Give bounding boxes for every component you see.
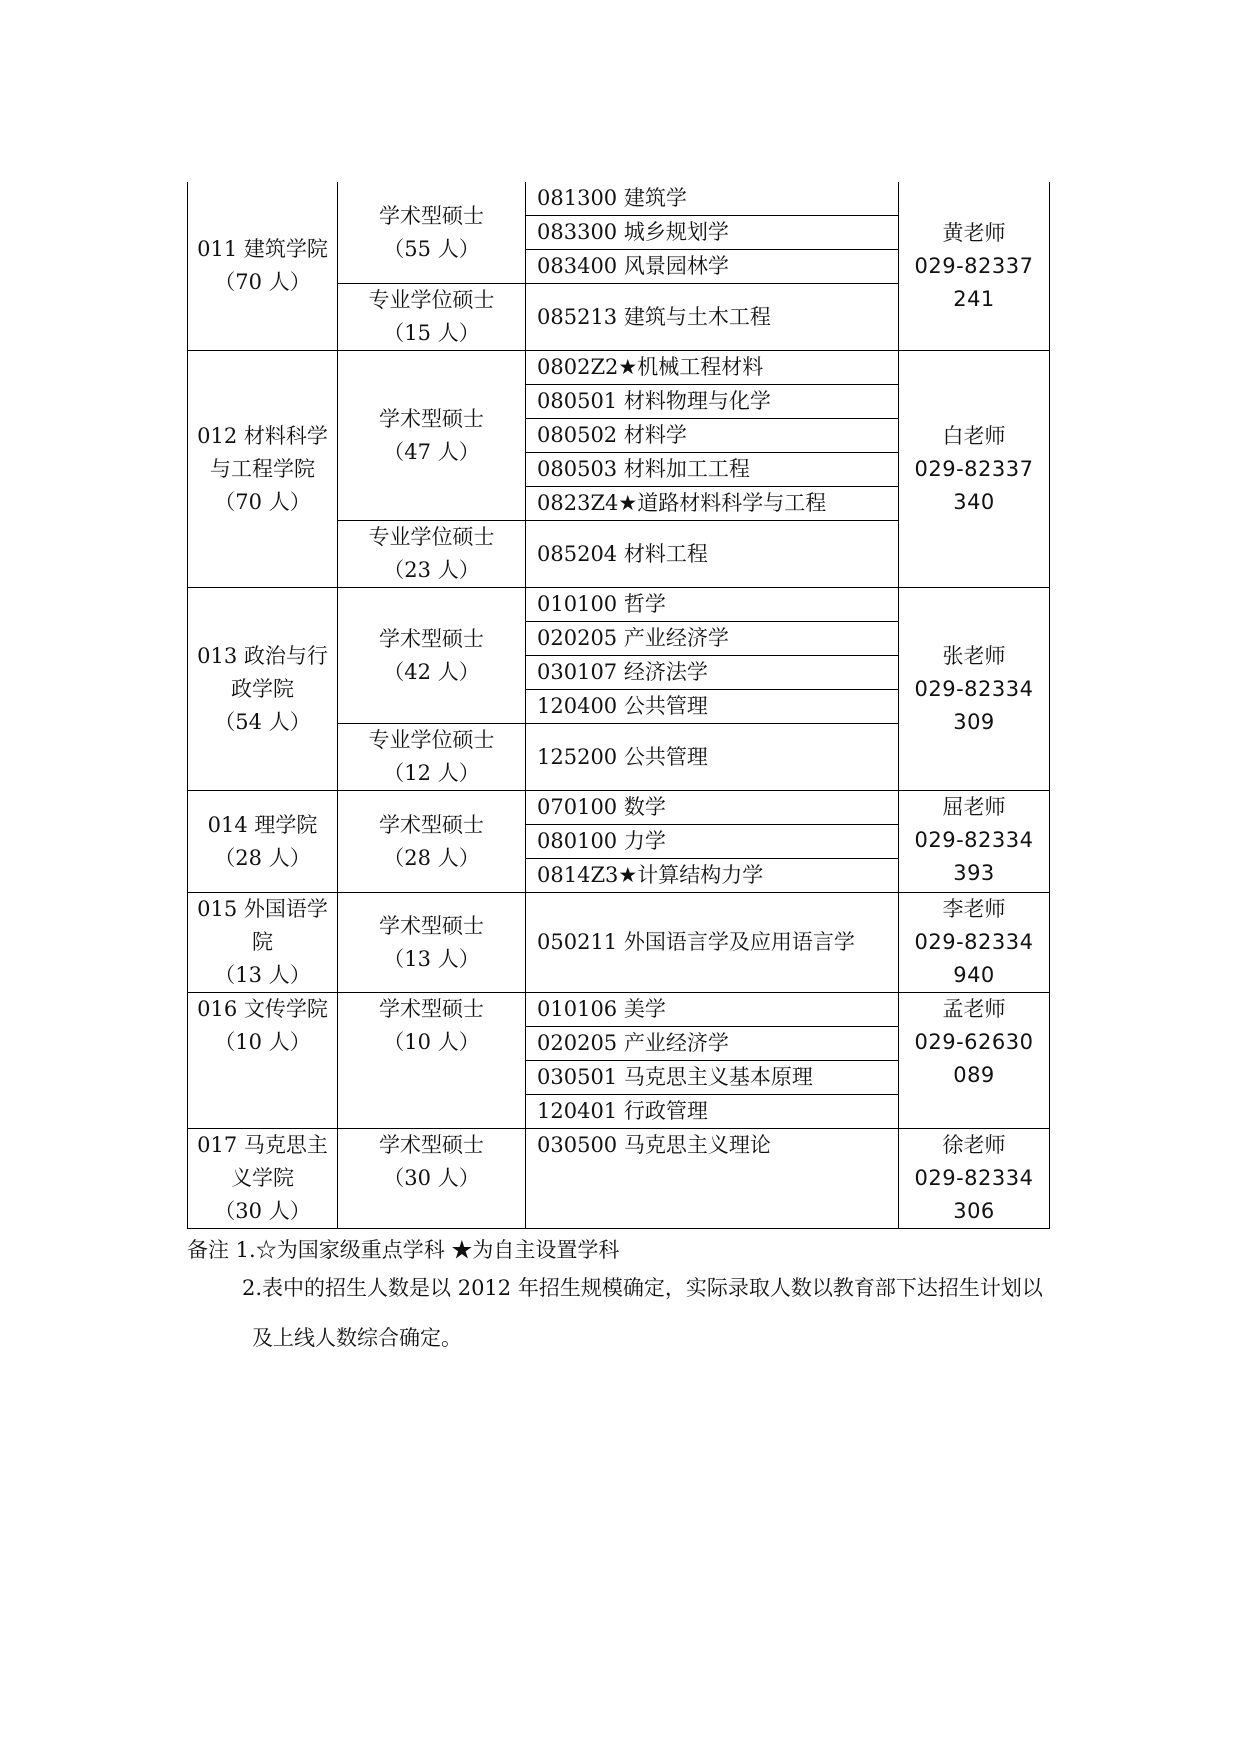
degree-text: （10 人） <box>383 1030 480 1054</box>
major-cell: 030107 经济法学 <box>526 656 899 690</box>
document <box>187 182 1049 1357</box>
contact-cell <box>899 588 1050 791</box>
college-text: 院 <box>252 930 273 954</box>
contact-phone: 029-82334 <box>914 676 1034 701</box>
degree-text: 专业学位硕士 <box>368 525 495 549</box>
degree-cell <box>338 893 526 993</box>
degree-text: 学术型硕士 <box>379 406 484 431</box>
contact-name: 孟老师 <box>942 997 1006 1021</box>
college-text: 017 马克思主 <box>197 1133 328 1157</box>
contact-phone: 241 <box>953 286 995 311</box>
degree-cell <box>338 182 526 284</box>
contact-cell <box>899 1129 1050 1229</box>
table-row <box>188 351 1050 385</box>
degree-text: 学术型硕士 <box>379 997 484 1021</box>
major-cell: 120401 行政管理 <box>526 1095 899 1129</box>
college-text: 015 外国语学 <box>197 897 328 921</box>
degree-text: 专业学位硕士 <box>368 288 495 312</box>
contact-name: 屈老师 <box>942 795 1006 819</box>
major-cell: 080502 材料学 <box>526 419 899 453</box>
contact-phone: 940 <box>953 963 995 987</box>
college-cell <box>188 1129 338 1229</box>
contact-phone: 029-82337 <box>914 456 1034 481</box>
major-cell: 070100 数学 <box>526 791 899 825</box>
degree-cell <box>338 791 526 893</box>
college-cell <box>188 893 338 993</box>
college-text: 012 材料科学 <box>197 423 328 448</box>
college-text: （54 人） <box>214 709 311 734</box>
degree-cell <box>338 1129 526 1229</box>
contact-cell <box>899 893 1050 993</box>
contact-name: 白老师 <box>942 423 1006 448</box>
contact-phone: 029-62630 <box>914 1030 1034 1054</box>
college-text: 义学院 <box>231 1166 294 1190</box>
major-cell: 010100 哲学 <box>526 588 899 622</box>
major-cell: 050211 外国语言学及应用语言学 <box>526 893 899 993</box>
college-text: （28 人） <box>214 845 311 870</box>
degree-text: （13 人） <box>383 946 480 971</box>
contact-name: 黄老师 <box>942 220 1006 245</box>
degree-text: （30 人） <box>383 1166 480 1190</box>
college-cell <box>188 182 338 351</box>
contact-phone: 029-82337 <box>914 253 1034 278</box>
college-text: 014 理学院 <box>207 812 318 837</box>
contact-name: 徐老师 <box>942 1133 1006 1157</box>
degree-text: （55 人） <box>383 236 480 261</box>
college-text: （13 人） <box>214 963 311 987</box>
major-cell: 080503 材料加工工程 <box>526 453 899 487</box>
table-row <box>188 993 1050 1027</box>
contact-name: 张老师 <box>942 643 1006 668</box>
notes <box>187 1231 1049 1357</box>
contact-name: 李老师 <box>942 897 1006 921</box>
table-row <box>188 791 1050 825</box>
degree-cell <box>338 521 526 588</box>
major-cell: 0814Z3★计算结构力学 <box>526 859 899 893</box>
contact-phone: 340 <box>953 489 995 514</box>
college-text: 016 文传学院 <box>197 997 328 1021</box>
degree-text: （42 人） <box>383 659 480 684</box>
major-cell: 0802Z2★机械工程材料 <box>526 351 899 385</box>
major-cell: 020205 产业经济学 <box>526 622 899 656</box>
note-line-1: 备注 1.☆为国家级重点学科 ★为自主设置学科 <box>187 1238 620 1262</box>
table-row <box>188 1129 1050 1229</box>
college-text: （70 人） <box>214 489 311 514</box>
degree-text: （12 人） <box>383 761 480 785</box>
college-cell <box>188 351 338 588</box>
major-cell: 030501 马克思主义基本原理 <box>526 1061 899 1095</box>
college-text: （70 人） <box>214 270 311 294</box>
contact-phone: 029-82334 <box>914 1166 1034 1190</box>
major-cell: 083400 风景园林学 <box>526 250 899 284</box>
degree-text: 学术型硕士 <box>379 626 484 651</box>
degree-text: 学术型硕士 <box>379 1133 484 1157</box>
contact-cell <box>899 351 1050 588</box>
degree-text: 学术型硕士 <box>379 203 484 228</box>
degree-text: （28 人） <box>383 845 480 870</box>
table-row <box>188 588 1050 622</box>
contact-phone: 393 <box>953 861 995 885</box>
college-text: 与工程学院 <box>210 456 315 481</box>
contact-phone: 309 <box>953 709 995 734</box>
major-cell: 010106 美学 <box>526 993 899 1027</box>
enrollment-table <box>187 182 1050 1229</box>
college-text: 政学院 <box>231 676 294 701</box>
college-text: 013 政治与行 <box>197 643 328 668</box>
degree-text: 专业学位硕士 <box>368 728 495 752</box>
major-cell: 080100 力学 <box>526 825 899 859</box>
degree-cell <box>338 284 526 351</box>
degree-cell <box>338 993 526 1129</box>
college-cell <box>188 993 338 1129</box>
contact-phone: 029-82334 <box>914 930 1034 954</box>
major-cell: 030500 马克思主义理论 <box>526 1129 899 1229</box>
table-row <box>188 182 1050 216</box>
college-cell <box>188 791 338 893</box>
major-cell: 080501 材料物理与化学 <box>526 385 899 419</box>
degree-text: 学术型硕士 <box>379 812 484 837</box>
college-text: （30 人） <box>214 1199 311 1223</box>
degree-text: 学术型硕士 <box>379 913 484 938</box>
contact-phone: 089 <box>953 1063 995 1087</box>
note-line-2: 2.表中的招生人数是以 2012 年招生规模确定，实际录取人数以教育部下达招生计划以 <box>242 1276 1043 1300</box>
major-cell: 020205 产业经济学 <box>526 1027 899 1061</box>
contact-cell <box>899 993 1050 1129</box>
contact-cell <box>899 182 1050 351</box>
degree-text: （15 人） <box>383 321 480 345</box>
degree-text: （47 人） <box>383 439 480 464</box>
degree-text: （23 人） <box>383 558 480 582</box>
major-cell: 120400 公共管理 <box>526 690 899 724</box>
degree-cell <box>338 351 526 521</box>
major-cell: 0823Z4★道路材料科学与工程 <box>526 487 899 521</box>
college-text: （10 人） <box>214 1030 311 1054</box>
contact-cell <box>899 791 1050 893</box>
college-cell <box>188 588 338 791</box>
major-cell: 085204 材料工程 <box>526 521 899 588</box>
major-cell: 081300 建筑学 <box>526 182 899 216</box>
major-cell: 083300 城乡规划学 <box>526 216 899 250</box>
major-cell: 125200 公共管理 <box>526 724 899 791</box>
contact-phone: 029-82334 <box>914 828 1034 852</box>
note-line-3: 及上线人数综合确定。 <box>252 1326 462 1350</box>
degree-cell <box>338 588 526 724</box>
contact-phone: 306 <box>953 1199 995 1223</box>
college-text: 011 建筑学院 <box>197 237 328 261</box>
table-row <box>188 893 1050 993</box>
major-cell: 085213 建筑与土木工程 <box>526 284 899 351</box>
degree-cell <box>338 724 526 791</box>
